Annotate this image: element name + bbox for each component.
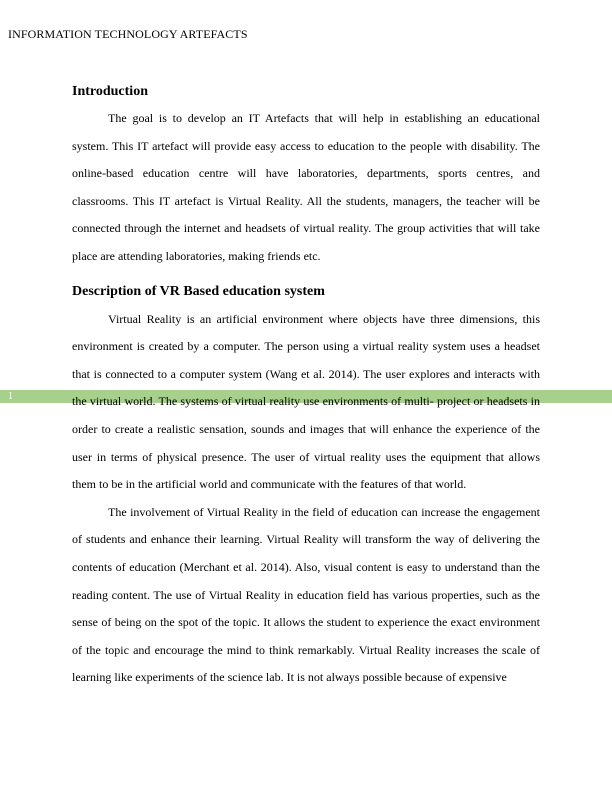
- document-body: [72, 82, 540, 692]
- section-heading-introduction: Introduction: [72, 84, 148, 99]
- running-head: INFORMATION TECHNOLOGY ARTEFACTS: [8, 27, 248, 41]
- section-heading-description: Description of VR Based education system: [72, 283, 325, 299]
- paragraph-introduction: The goal is to develop an IT Artefacts that will help in establishing an educational system. This IT artefact will provide easy access to education to the people with disability. The online-based education centre will have laboratories, departments, sports centres, and classrooms. This IT artefact is Virtual Reality. All the students, managers, the teacher will be connected through the internet and headsets of virtual reality. The group activities that will take place are attending laboratories, making friends etc.: [72, 111, 540, 263]
- page-number: 1: [8, 391, 13, 402]
- paragraph-description-2: The involvement of Virtual Reality in the field of education can increase the engagement of students and enhance their learning. Virtual Reality will transform the way of delivering the contents of education (Merchant et al. 2014). Also, visual content is easy to understand than the reading content. The use of Virtual Reality in education field has various properties, such as the sense of being on the spot of the topic. It allows the student to experience the exact environment of the topic and encourage the mind to think remarkably. Virtual Reality increases the scale of learning like experiments of the science lab. It is not always possible because of expensive: [72, 504, 540, 685]
- paragraph-description-1: Virtual Reality is an artificial environment where objects have three dimensions, this environment is created by a computer. The person using a virtual reality system uses a headset that is connected to a computer system (Wang et al. 2014). The user explores and interacts with the virtual world. The systems of virtual reality use environments of multi- project or headsets in order to create a realistic sensation, sounds and images that will enhance the experience of the user in terms of physical presence. The user of virtual reality uses the equipment that allows them to be in the artificial world and communicate with the features of that world.: [72, 311, 540, 492]
